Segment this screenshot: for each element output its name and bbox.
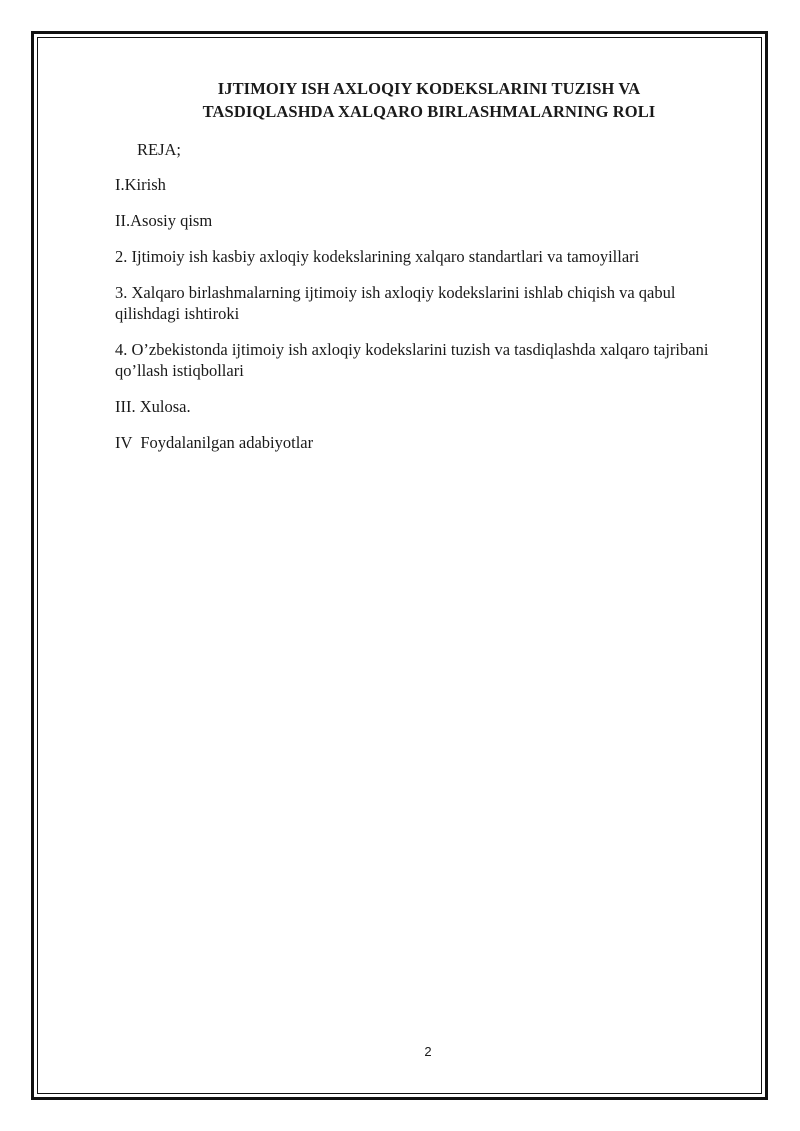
title-line-1: IJTIMOIY ISH AXLOQIY KODEKSLARINI TUZISH VA	[217, 79, 641, 98]
title-line-2: TASDIQLASHDA XALQARO BIRLASHMALARNING ROLI	[202, 102, 656, 121]
document-title	[110, 77, 748, 123]
plan-content	[115, 139, 735, 468]
plan-item-main-part: II.Asosiy qism	[115, 211, 213, 230]
plan-item-3: 3. Xalqaro birlashmalarning ijtimoiy ish axloqiy kodekslarini ishlab chiqish va qabul qilishdagi ishtiroki	[115, 283, 676, 323]
page-number: 2	[424, 1044, 432, 1059]
plan-item-4: 4. O’zbekistonda ijtimoiy ish axloqiy kodekslarini tuzish va tasdiqlashda xalqaro tajribani qo’llash istiqbollari	[115, 340, 709, 380]
plan-item-conclusion: III. Xulosa.	[115, 397, 191, 416]
plan-item-2: 2. Ijtimoiy ish kasbiy axloqiy kodekslarining xalqaro standartlari va tamoyillari	[115, 247, 640, 266]
plan-item-references: IV Foydalanilgan adabiyotlar	[115, 433, 314, 452]
plan-item-introduction: I.Kirish	[115, 175, 166, 194]
plan-heading: REJA;	[137, 140, 182, 159]
